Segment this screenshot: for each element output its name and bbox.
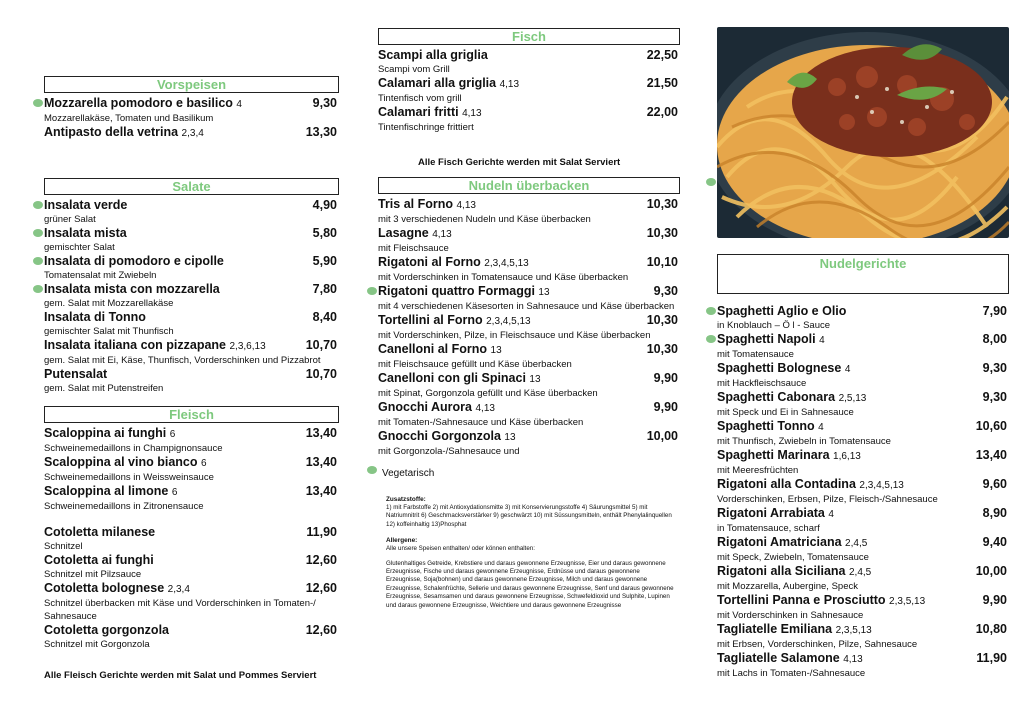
- dish-description: mit Spinat, Gorgonzola gefüllt und Käse überbacken: [378, 388, 598, 399]
- dish-name: Scaloppina ai funghi 6: [44, 426, 176, 440]
- dish-name: Rigatoni alla Siciliana 2,4,5: [717, 564, 872, 578]
- dish-name: Spaghetti Marinara 1,6,13: [717, 448, 861, 462]
- additive-codes: 2,3,4,5,13: [486, 316, 531, 327]
- additive-codes: 6: [201, 458, 207, 469]
- dish-description: mit Vorderschinken, Pilze, in Fleischsauce und Käse überbacken: [378, 330, 651, 341]
- dish-name: Cotoletta milanese: [44, 525, 156, 539]
- dish-price: 9,90: [982, 593, 1007, 607]
- veg-dot-icon: [706, 178, 716, 186]
- dish-price: 9,30: [982, 361, 1007, 375]
- menu-item: [717, 332, 1009, 361]
- menu-item: [44, 338, 339, 367]
- dish-name: Rigatoni al Forno 2,3,4,5,13: [378, 255, 529, 269]
- dish-price: 11,90: [306, 525, 337, 539]
- spaghetti-bolognese-photo: [717, 27, 1009, 238]
- allergens-text: Glutenhaltiges Getreide, Krebstiere und daraus gewonnene Erzeugnisse, Eier und daraus gewonnene Erzeugnisse, Fische und daraus gewonnene Erzeugnisse, Erdnüsse und daraus gewonnene Erzeugnisse, Soja(bohnen) und daraus gewonnene Erzeugnisse, Milch und daraus gewonnene Erzeugnisse, Schalenfrüchte, Sellerie und daraus gewonnene Erzeugnisse, Senf und daraus gewonnene Erzeugnisse, Sesamsamen und daraus gewonnene Erzeugnisse, Schwefeldioxid und Sulphite, Lupinen und daraus gewonnene Erzeugnisse, Weichtiere und daraus gewonnene Erzeugnisse: [386, 559, 674, 609]
- menu-item: [44, 125, 339, 141]
- dish-description: Schweinemedaillons in Zitronensauce: [44, 501, 204, 512]
- menu-item: [44, 198, 339, 226]
- menu-item: [378, 429, 680, 458]
- dish-price: 12,60: [305, 623, 337, 637]
- dish-description: grüner Salat: [44, 214, 96, 225]
- column-middle: [378, 28, 680, 610]
- menu-item: [378, 197, 680, 226]
- dish-description: gemischter Salat: [44, 242, 115, 253]
- menu-item: [44, 484, 339, 513]
- dish-price: 5,80: [312, 226, 337, 240]
- menu-item: [378, 284, 680, 313]
- dish-price: 10,70: [305, 367, 337, 381]
- additive-codes: 1,6,13: [833, 451, 861, 462]
- menu-item: [717, 448, 1009, 477]
- dish-name: Lasagne 4,13: [378, 226, 452, 240]
- menu-item: [378, 371, 680, 400]
- dish-name: Cotoletta gorgonzola: [44, 623, 169, 637]
- dish-description: Tintenfischringe frittiert: [378, 122, 474, 133]
- dish-price: 11,90: [976, 651, 1007, 665]
- dish-name: Tagliatelle Salamone 4,13: [717, 651, 863, 665]
- dish-name: Spaghetti Aglio e Olio: [717, 304, 847, 318]
- menu-item: [717, 564, 1009, 593]
- fisch-note: Alle Fisch Gerichte werden mit Salat Serviert: [418, 157, 621, 168]
- dish-name: Tortellini al Forno 2,3,4,5,13: [378, 313, 531, 327]
- dish-price: 9,40: [982, 535, 1007, 549]
- menu-item: [717, 419, 1009, 448]
- menu-item: [378, 342, 680, 371]
- dish-price: 7,90: [982, 304, 1007, 318]
- additive-codes: 4,13: [475, 403, 495, 414]
- additive-codes: 13: [538, 287, 550, 298]
- dish-name: Spaghetti Tonno 4: [717, 419, 824, 433]
- dish-description: mit Vorderschinken in Tomatensauce und Käse überbacken: [378, 272, 629, 283]
- dish-description: gem. Salat mit Putenstreifen: [44, 383, 164, 394]
- vegetarian-legend: Vegetarisch: [378, 463, 680, 481]
- menu-item: [378, 226, 680, 255]
- dish-name: Insalata mista: [44, 226, 127, 240]
- dish-description: mit Hackfleischsauce: [717, 378, 807, 389]
- additive-codes: 13: [504, 432, 516, 443]
- dish-name: Insalata italiana con pizzapane 2,3,6,13: [44, 338, 266, 352]
- dish-price: 10,30: [646, 313, 678, 327]
- additive-codes: 2,3,6,13: [229, 341, 266, 352]
- additive-codes: 2,3,5,13: [889, 596, 926, 607]
- additive-codes: 4,13: [456, 200, 476, 211]
- dish-price: 10,30: [646, 342, 678, 356]
- dish-price: 13,30: [305, 125, 337, 139]
- dish-name: Insalata verde: [44, 198, 128, 212]
- dish-name: Scampi alla griglia: [378, 48, 488, 62]
- menu-item: [717, 651, 1009, 680]
- dish-description: gemischter Salat mit Thunfisch: [44, 326, 174, 337]
- section-title-nudeln: Nudeln überbacken: [378, 177, 680, 194]
- dish-description: Schweinemedaillons in Champignonsauce: [44, 443, 223, 454]
- dish-name: Mozzarella pomodoro e basilico 4: [44, 96, 242, 110]
- dish-description: mit Vorderschinken in Sahnesauce: [717, 610, 864, 621]
- menu-item: [378, 76, 680, 105]
- veg-dot-icon: [33, 201, 43, 209]
- dish-name: Spaghetti Cabonara 2,5,13: [717, 390, 867, 404]
- nudelgerichte-list: [717, 304, 1009, 680]
- dish-description: gem. Salat mit Ei, Käse, Thunfisch, Vorderschinken und Pizzabrot: [44, 355, 321, 366]
- dish-price: 9,90: [653, 400, 678, 414]
- dish-price: 21,50: [646, 76, 678, 90]
- dish-description: Tomatensalat mit Zwiebeln: [44, 270, 157, 281]
- dish-name: Rigatoni quattro Formaggi 13: [378, 284, 550, 298]
- additive-codes: 13: [529, 374, 541, 385]
- menu-item: [44, 226, 339, 254]
- additive-codes: 2,3,4: [167, 584, 190, 595]
- dish-price: 10,60: [975, 419, 1007, 433]
- dish-description: Mozzarellakäse, Tomaten und Basilikum: [44, 113, 214, 124]
- additive-codes: 6: [169, 429, 176, 440]
- dish-description: mit Fleischsauce: [378, 243, 449, 254]
- menu-item: [44, 426, 339, 455]
- additive-codes: 4,13: [432, 229, 452, 240]
- menu-item: [44, 455, 339, 484]
- dish-price: 12,60: [305, 553, 337, 567]
- additives-title: Zusatzstoffe:: [386, 496, 426, 503]
- menu-item: [44, 623, 339, 651]
- additive-codes: 13: [490, 345, 502, 356]
- veg-dot-icon: [33, 257, 43, 265]
- veg-dot-icon: [706, 307, 716, 315]
- menu-item: [378, 255, 680, 284]
- menu-item: [44, 282, 339, 310]
- section-title-nudelgerichte: Nudelgerichte: [717, 254, 1009, 294]
- additive-codes: 6: [171, 487, 178, 498]
- menu-item: [44, 96, 339, 125]
- dish-description: mit 4 verschiedenen Käsesorten in Sahnesauce und Käse überbacken: [378, 301, 675, 312]
- veg-dot-icon: [33, 285, 43, 293]
- dish-name: Cotoletta bolognese 2,3,4: [44, 581, 190, 595]
- additive-codes: 2,4,5: [849, 567, 872, 578]
- dish-price: 8,40: [312, 310, 337, 324]
- dish-price: 10,10: [646, 255, 678, 269]
- dish-price: 9,90: [653, 371, 678, 385]
- fleisch-note: Alle Fleisch Gerichte werden mit Salat und Pommes Serviert: [44, 670, 317, 681]
- menu-item: [717, 506, 1009, 535]
- dish-price: 9,30: [653, 284, 678, 298]
- menu-item: [717, 477, 1009, 506]
- menu-item: [378, 105, 680, 134]
- dish-price: 9,30: [312, 96, 337, 110]
- menu-item: [717, 622, 1009, 651]
- dish-price: 8,90: [982, 506, 1007, 520]
- dish-name: Canelloni al Forno 13: [378, 342, 502, 356]
- dish-description: mit Tomatensauce: [717, 349, 794, 360]
- menu-item: [717, 593, 1009, 622]
- additive-codes: 4: [818, 422, 824, 433]
- menu-item: [44, 310, 339, 338]
- dish-description: Vorderschinken, Erbsen, Pilze, Fleisch-/Sahnesauce: [717, 494, 938, 505]
- allergens-title: Allergene:: [386, 537, 418, 545]
- additive-codes: 2,3,4,5,13: [484, 258, 529, 269]
- dish-description: Schnitzel überbacken mit Käse und Vorderschinken in Tomaten-/ Sahnesauce: [44, 598, 316, 622]
- dish-price: 13,40: [305, 455, 337, 469]
- dish-name: Tortellini Panna e Prosciutto 2,3,5,13: [717, 593, 926, 607]
- dish-description: mit Fleischsauce gefüllt und Käse überbacken: [378, 359, 572, 370]
- dish-name: Rigatoni Amatriciana 2,4,5: [717, 535, 868, 549]
- additives-text: 1) mit Farbstoffe 2) mit Antioxydationsmitte 3) mit Konservierungsstoffe 4) Säurungsmittel 5) mit Natriumnitrit 6) Geschmacksverstärker 9) geschwärzt 10) mit Süssungsmitteln, enthält Phenylalinquellen 12) koffeinhaltig 13)Phosphat: [386, 504, 672, 528]
- dish-name: Scaloppina al vino bianco 6: [44, 455, 207, 469]
- vorspeisen-list: [44, 96, 339, 141]
- dish-price: 10,70: [305, 338, 337, 352]
- dish-description: gem. Salat mit Mozzarellakäse: [44, 298, 174, 309]
- dish-price: 13,40: [975, 448, 1007, 462]
- dish-price: 10,30: [646, 226, 678, 240]
- dish-price: 10,80: [975, 622, 1007, 636]
- additive-codes: 4: [236, 99, 242, 110]
- section-title-fleisch: Fleisch: [44, 406, 339, 423]
- dish-price: 13,40: [305, 484, 337, 498]
- menu-item: [717, 535, 1009, 564]
- veg-dot-icon: [33, 99, 43, 107]
- veg-dot-icon: [33, 229, 43, 237]
- dish-price: 7,80: [312, 282, 337, 296]
- menu-item: [44, 254, 339, 282]
- menu-item: [717, 390, 1009, 419]
- dish-price: 8,00: [982, 332, 1007, 346]
- dish-description: mit Speck und Ei in Sahnesauce: [717, 407, 854, 418]
- dish-description: Schnitzel mit Pilzsauce: [44, 569, 142, 580]
- dish-name: Calamari fritti 4,13: [378, 105, 482, 119]
- dish-name: Gnocchi Aurora 4,13: [378, 400, 495, 414]
- nudeln-list: [378, 197, 680, 458]
- veg-dot-icon: [367, 466, 377, 474]
- additive-codes: 2,3,4: [181, 128, 204, 139]
- dish-name: Spaghetti Napoli 4: [717, 332, 825, 346]
- menu-item: [44, 367, 339, 395]
- dish-name: Calamari alla griglia 4,13: [378, 76, 520, 90]
- dish-price: 4,90: [312, 198, 337, 212]
- dish-price: 5,90: [312, 254, 337, 268]
- dish-name: Tagliatelle Emiliana 2,3,5,13: [717, 622, 872, 636]
- veg-dot-icon: [706, 335, 716, 343]
- dish-description: Tintenfisch vom grill: [378, 93, 462, 104]
- dish-description: mit Thunfisch, Zwiebeln in Tomatensauce: [717, 436, 891, 447]
- dish-price: 22,50: [646, 48, 678, 62]
- dish-description: mit Tomaten-/Sahnesauce und Käse überbacken: [378, 417, 584, 428]
- dish-price: 13,40: [305, 426, 337, 440]
- dish-description: mit Erbsen, Vorderschinken, Pilze, Sahnesauce: [717, 639, 918, 650]
- menu-item: [717, 304, 1009, 332]
- additive-codes: 4: [819, 335, 825, 346]
- section-title-vorspeisen: Vorspeisen: [44, 76, 339, 93]
- dish-price: 9,60: [982, 477, 1007, 491]
- dish-price: 10,00: [646, 429, 678, 443]
- dish-description: mit 3 verschiedenen Nudeln und Käse überbacken: [378, 214, 591, 225]
- dish-price: 12,60: [305, 581, 337, 595]
- dish-description: Schnitzel: [44, 541, 83, 552]
- dish-name: Tris al Forno 4,13: [378, 197, 476, 211]
- dish-price: 10,30: [646, 197, 678, 211]
- fisch-list: [378, 48, 680, 134]
- additive-codes: 2,4,5: [845, 538, 868, 549]
- additive-codes: 4: [828, 509, 834, 520]
- column-left: [44, 76, 339, 682]
- dish-name: Rigatoni Arrabiata 4: [717, 506, 834, 520]
- dish-description: mit Gorgonzola-/Sahnesauce und: [378, 446, 520, 457]
- dish-description: mit Mozzarella, Aubergine, Speck: [717, 581, 858, 592]
- menu-item: [378, 400, 680, 429]
- additive-codes: 4: [844, 364, 851, 375]
- dish-name: Putensalat: [44, 367, 108, 381]
- menu-item: [378, 48, 680, 76]
- additive-codes: 4,13: [843, 654, 863, 665]
- fleisch-list: [44, 426, 339, 651]
- dish-description: mit Speck, Zwiebeln, Tomatensauce: [717, 552, 869, 563]
- dish-price: 22,00: [646, 105, 678, 119]
- dish-description: Schnitzel mit Gorgonzola: [44, 639, 150, 650]
- veg-dot-icon: [367, 287, 377, 295]
- dish-name: Insalata mista con mozzarella: [44, 282, 220, 296]
- dish-name: Canelloni con gli Spinaci 13: [378, 371, 541, 385]
- dish-name: Rigatoni alla Contadina 2,3,4,5,13: [717, 477, 904, 491]
- dish-description: Schweinemedaillons in Weissweinsauce: [44, 472, 214, 483]
- dish-name: Spaghetti Bolognese 4: [717, 361, 851, 375]
- additive-codes: 2,3,5,13: [835, 625, 872, 636]
- menu-item: [378, 313, 680, 342]
- dish-name: Gnocchi Gorgonzola 13: [378, 429, 516, 443]
- allergens-intro: Alle unsere Speisen enthalten/ oder können enthalten:: [386, 545, 535, 553]
- dish-description: mit Meeresfrüchten: [717, 465, 799, 476]
- menu-item: [44, 553, 339, 581]
- menu-item: [44, 525, 339, 553]
- dish-name: Cotoletta ai funghi: [44, 553, 154, 567]
- dish-name: Scaloppina al limone 6: [44, 484, 178, 498]
- menu-item: [44, 581, 339, 623]
- additive-codes: 2,3,4,5,13: [859, 480, 904, 491]
- dish-description: mit Lachs in Tomaten-/Sahnesauce: [717, 668, 866, 679]
- dish-name: Insalata di pomodoro e cipolle: [44, 254, 224, 268]
- dish-description: in Tomatensauce, scharf: [717, 523, 820, 534]
- salate-list: [44, 198, 339, 395]
- additive-codes: 2,5,13: [838, 393, 867, 404]
- section-title-salate: Salate: [44, 178, 339, 195]
- dish-price: 9,30: [982, 390, 1007, 404]
- menu-item: [717, 361, 1009, 390]
- additives-block: [378, 495, 676, 610]
- dish-description: Scampi vom Grill: [378, 64, 450, 75]
- dish-description: in Knoblauch – Ö l - Sauce: [717, 320, 831, 331]
- column-right: [717, 254, 1009, 680]
- additive-codes: 4,13: [462, 108, 482, 119]
- section-title-fisch: Fisch: [378, 28, 680, 45]
- dish-name: Antipasto della vetrina 2,3,4: [44, 125, 204, 139]
- dish-price: 10,00: [975, 564, 1007, 578]
- additive-codes: 4,13: [499, 79, 520, 90]
- dish-name: Insalata di Tonno: [44, 310, 146, 324]
